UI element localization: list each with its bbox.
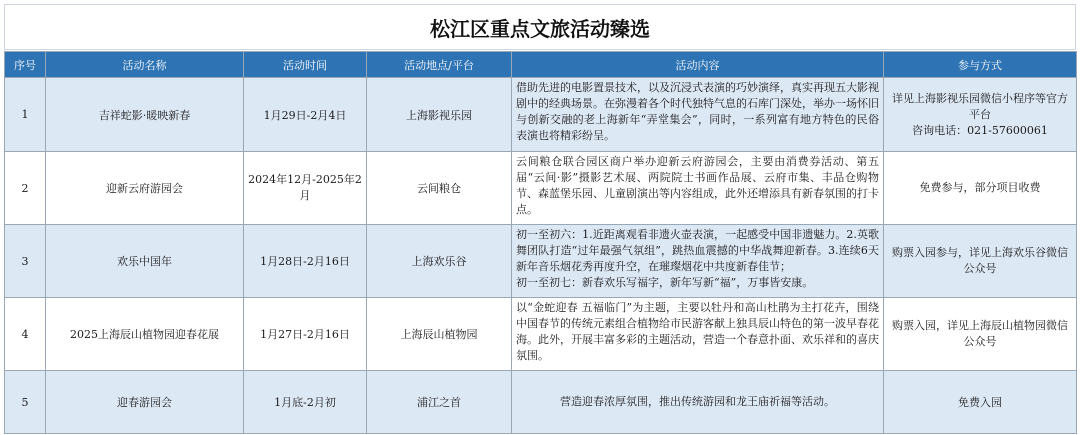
cell-content[interactable] [512, 225, 884, 298]
cell-participation-text: 购票入园，详见上海辰山植物园微信公众号 [892, 319, 1068, 348]
cell-content-text: 以“金蛇迎春 五福临门”为主题，主要以牡丹和高山杜鹃为主打花卉，围绕中国春节的传统元素组合植物给市民游客献上独具辰山特色的第一波早春花海。此外，开展丰富多彩的主题活动，营造一个春意扑面、欢乐祥和的喜庆氛围。 [516, 301, 879, 362]
cell-participation[interactable] [884, 298, 1077, 371]
header-cell-no[interactable]: 序号 [5, 52, 46, 78]
cell-time[interactable]: 1月29日-2月4日 [244, 78, 367, 152]
header-cell-time[interactable]: 活动时间 [244, 52, 367, 78]
cell-place[interactable]: 上海欢乐谷 [367, 225, 512, 298]
cell-time[interactable]: 1月28日-2月16日 [244, 225, 367, 298]
cell-participation-text: 详见上海影视乐园微信小程序等官方平台 咨询电话：021-57600061 [892, 91, 1068, 137]
cell-content-text: 初一至初六：1.近距离观看非遗火壶表演，一起感受中国非遗魅力。2.英歌舞团队打造“过年最强气氛组”，跳热血震撼的中华战舞迎新春。3.连续6天新年音乐烟花秀再度升空，在璀璨烟花中共度新春佳节； 初一至初七：新春欢乐写福字，新年写新“福”，万事皆安康。 [516, 228, 879, 289]
table-row [5, 298, 1077, 371]
table-row [5, 371, 1077, 434]
cell-no[interactable]: 4 [5, 298, 46, 371]
cell-content-text: 云间粮仓联合园区商户举办迎新云府游园会，主要由消费券活动、第五届“云间·影”摄影艺术展、两院院士书画作品展、云府市集、丰品仓购物节、森蓝堡乐园、儿童剧演出等内容组成，此外还增添具有新春氛围的打卡点。 [516, 155, 879, 216]
cell-content[interactable] [512, 298, 884, 371]
cell-name[interactable]: 欢乐中国年 [46, 225, 244, 298]
cell-time[interactable]: 1月27日-2月16日 [244, 298, 367, 371]
cell-name[interactable]: 迎新云府游园会 [46, 152, 244, 225]
cell-no[interactable]: 3 [5, 225, 46, 298]
cell-content[interactable] [512, 152, 884, 225]
cell-content-text: 营造迎春浓厚氛围，推出传统游园和龙王庙祈福等活动。 [560, 395, 835, 408]
cell-time[interactable] [244, 152, 367, 225]
cell-name[interactable]: 2025上海辰山植物园迎春花展 [46, 298, 244, 371]
cell-place[interactable]: 云间粮仓 [367, 152, 512, 225]
cell-name[interactable]: 迎春游园会 [46, 371, 244, 434]
cell-no[interactable]: 2 [5, 152, 46, 225]
cell-participation-text: 免费参与，部分项目收费 [919, 181, 1041, 194]
cell-time[interactable]: 1月底-2月初 [244, 371, 367, 434]
cell-name[interactable]: 吉祥蛇影·暖映新春 [46, 78, 244, 152]
cell-place[interactable]: 浦江之首 [367, 371, 512, 434]
table-row [5, 152, 1077, 225]
cell-content[interactable] [512, 371, 884, 434]
sheet-title: 松江区重点文旅活动臻选 [4, 4, 1076, 50]
cell-content[interactable] [512, 78, 884, 152]
cell-participation[interactable]: 免费入园 [884, 371, 1077, 434]
cell-place[interactable]: 上海辰山植物园 [367, 298, 512, 371]
cell-participation-text: 购票入园参与，详见上海欢乐谷微信公众号 [892, 246, 1068, 275]
cell-participation[interactable] [884, 78, 1077, 152]
cell-content-text: 借助先进的电影置景技术，以及沉浸式表演的巧妙演绎，真实再现五大影视剧中的经典场景。在弥漫着各个时代独特气息的石库门深处，举办一场怀旧与创新交融的老上海新年“弄堂集会”，同时，一系列富有地方特色的民俗表演也将精彩纷呈。 [516, 81, 879, 142]
cell-participation[interactable] [884, 225, 1077, 298]
table-row [5, 225, 1077, 298]
header-cell-participation[interactable]: 参与方式 [884, 52, 1077, 78]
cell-time-text: 2024年12月-2025年2月 [248, 173, 362, 202]
cell-place[interactable]: 上海影视乐园 [367, 78, 512, 152]
activity-table [4, 51, 1077, 434]
cell-no[interactable]: 1 [5, 78, 46, 152]
header-cell-content[interactable]: 活动内容 [512, 52, 884, 78]
header-cell-name[interactable]: 活动名称 [46, 52, 244, 78]
table-row [5, 78, 1077, 152]
cell-no[interactable]: 5 [5, 371, 46, 434]
header-row [5, 52, 1077, 78]
header-cell-place[interactable]: 活动地点/平台 [367, 52, 512, 78]
cell-participation[interactable] [884, 152, 1077, 225]
